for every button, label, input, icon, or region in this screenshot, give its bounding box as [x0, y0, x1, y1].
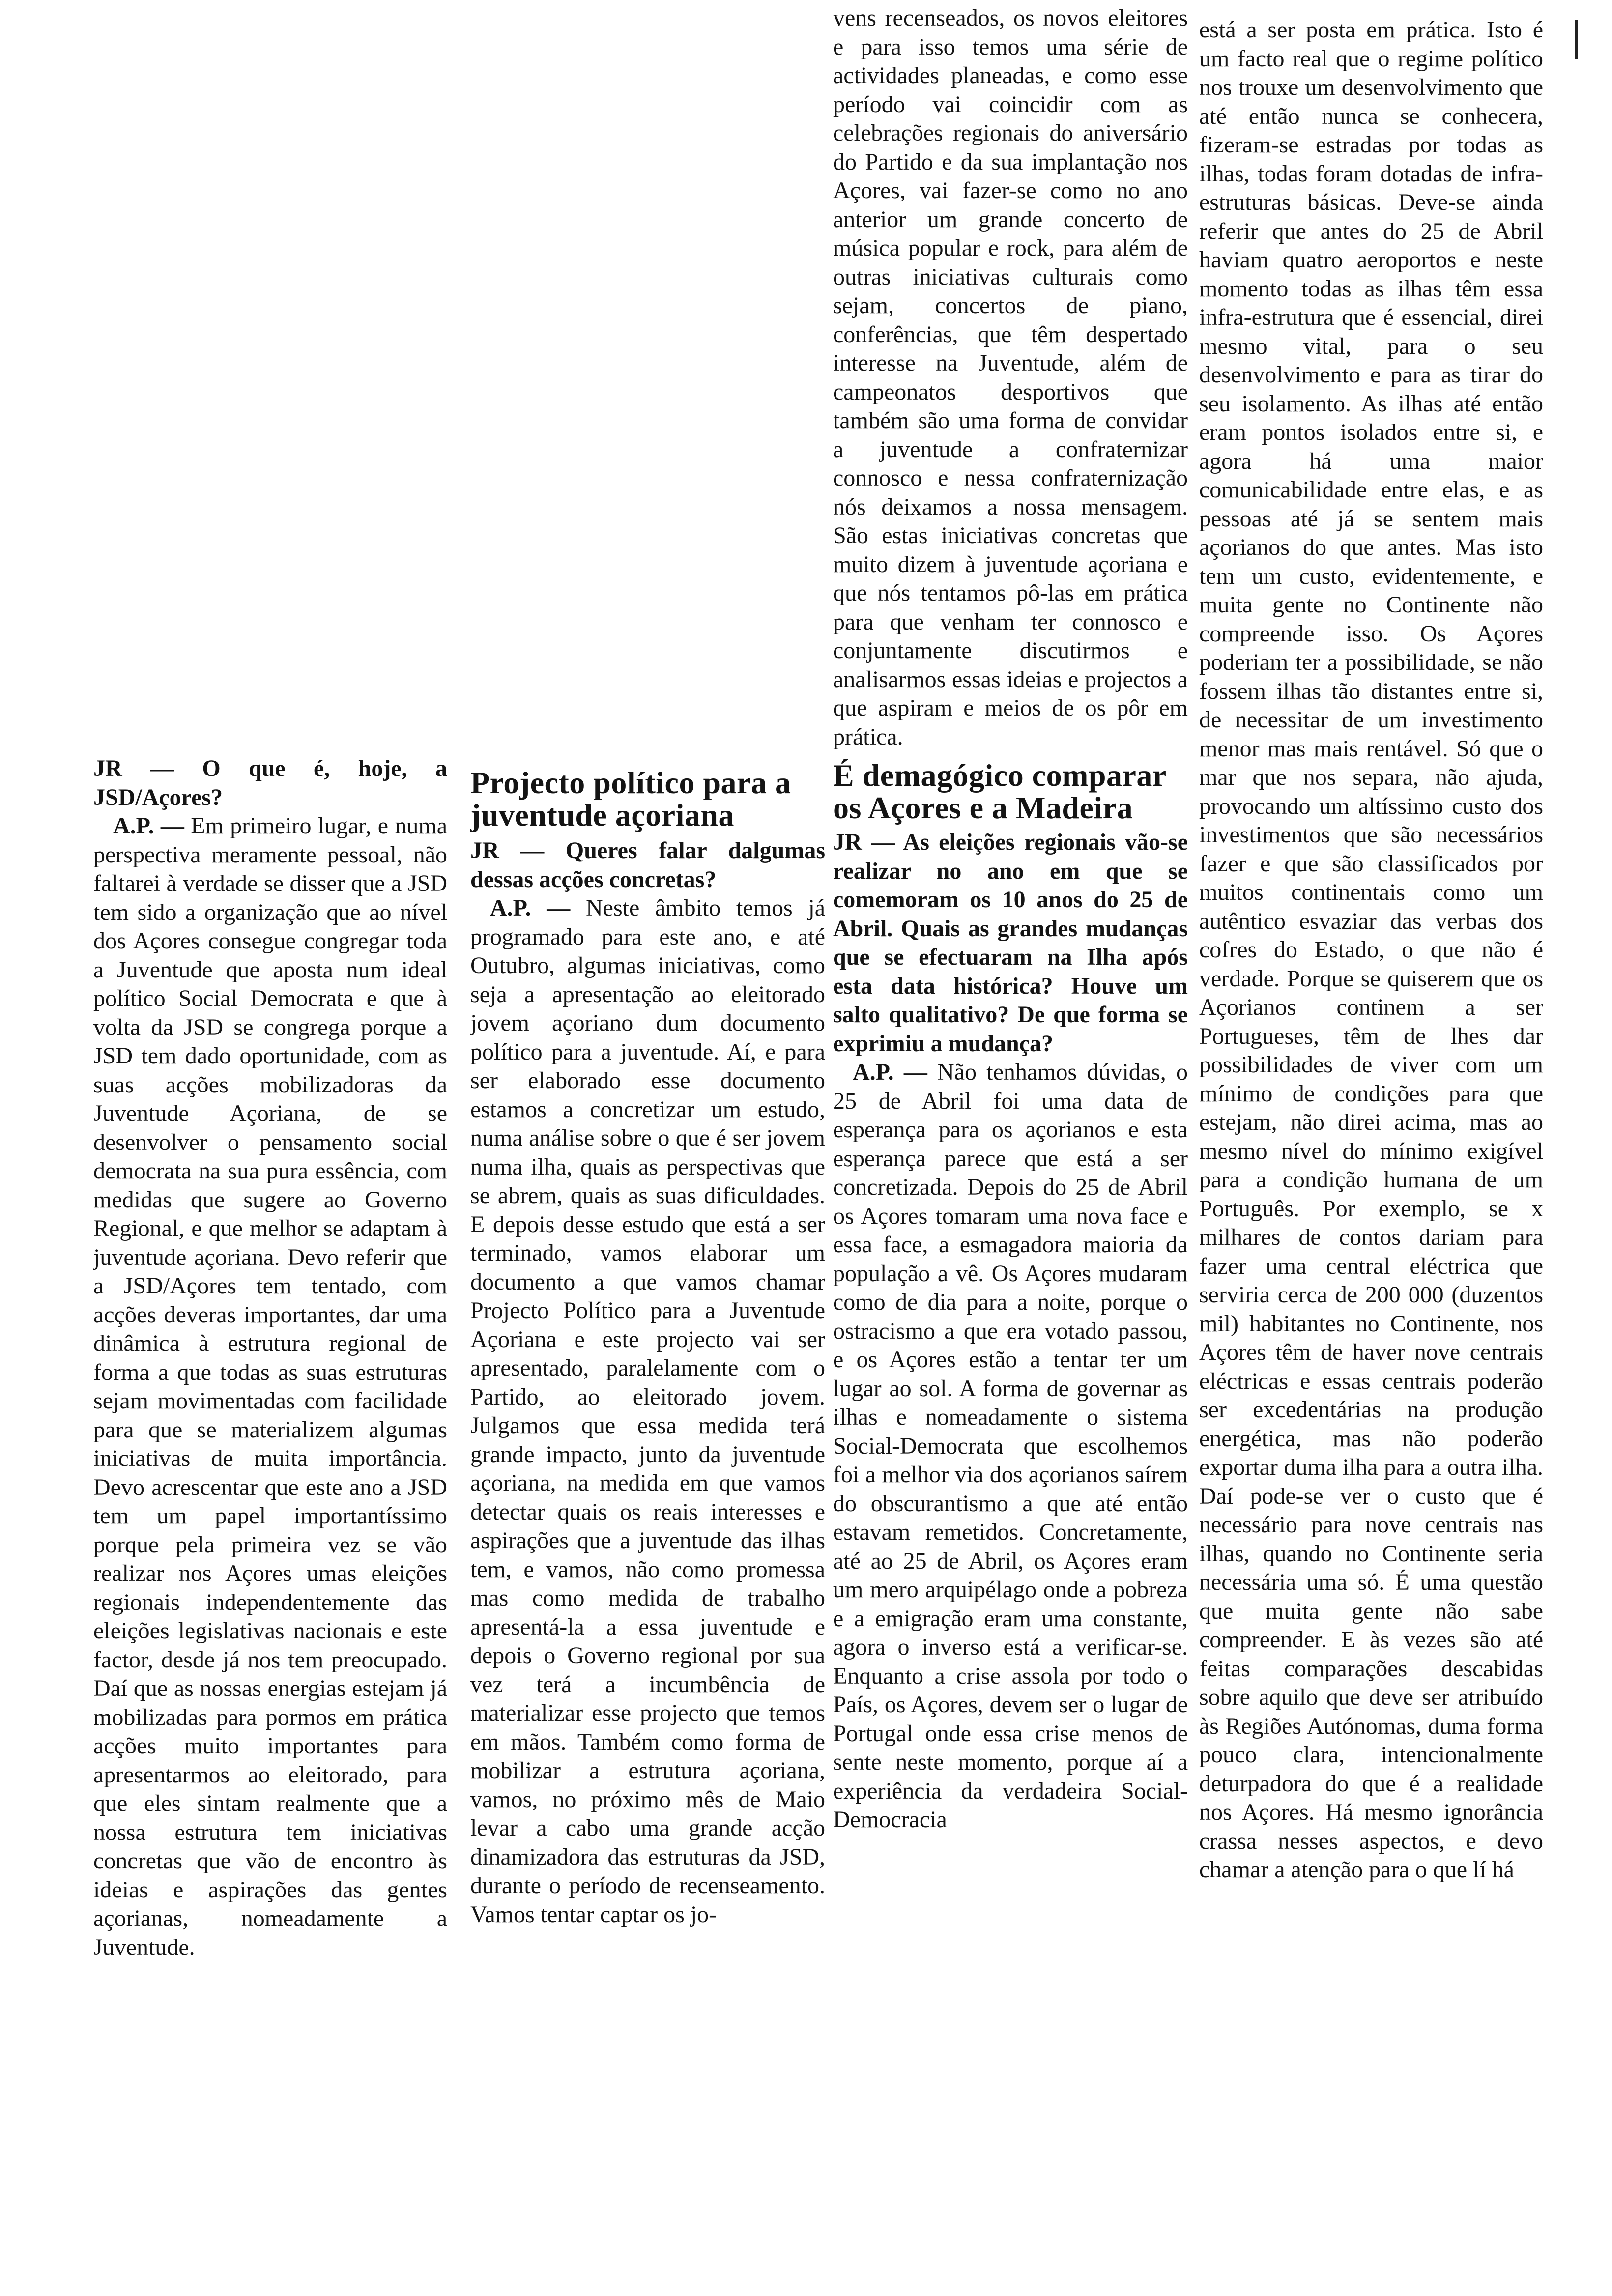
section-heading: Projecto político para a juventude açoriana: [470, 767, 791, 832]
answer-text: Neste âmbito temos já programado para este ano, e até Outubro, algumas iniciativas, como seja a apresentação ao eleitorado jovem açoriano dum documento político para a juventude. Aí, e para ser elaborado esse documento estamos a concretizar um estudo, numa análise sobre o que é ser jovem numa ilha, quais as perspectivas que se abrem, quais as suas dificuldades. E depois desse estudo que está a ser terminado, vamos elaborar um documento a que vamos chamar Projecto Político para a Juventude Açoriana e este projecto vai ser apresentado, paralelamente com o Partido, ao eleitorado jovem. Julgamos que essa medida terá grande impacto, junto da juventude açoriana, na medida em que vamos detectar quais os reais interesses e aspirações que a juventude das ilhas tem, e vamos, não como promessa mas como medida de trabalho apresentá-la a essa juventude e depois o Governo regional por sua vez terá a incumbência de materializar esse projecto que temos em mãos. Também como forma de mobilizar a estrutura açoriana, vamos, no próximo mês de Maio levar a cabo uma grande acção dinamizadora das estruturas da JSD, durante o período de recenseamento. Vamos tentar captar os jo-: [470, 895, 825, 1927]
speaker-label: A.P. —: [853, 1059, 927, 1085]
continued-paragraph: está a ser posta em prática. Isto é um facto real que o regime político nos trouxe um desenvolvimento que até então nunca se conhecera, fizeram-se estradas por todas as ilhas, todas foram dotadas de infra-estruturas básicas. Deve-se ainda referir que antes do 25 de Abril haviam quatro aeroportos e neste momento todas as ilhas têm essa infra-estrutura que é essencial, direi mesmo vital, para o seu desenvolvimento e para as tirar do seu isolamento. As ilhas até então eram pontos isolados entre si, e agora há uma maior comunicabilidade entre elas, e as pessoas até já se sentem mais açorianos do que antes. Mas isto tem um custo, evidentemente, e muita gente no Continente não compreende isso. Os Açores poderiam ter a possibilidade, se não fossem ilhas tão distantes entre si, de necessitar de um investimento menor mas mais rentável. Só que o mar que nos separa, não ajuda, provocando um altíssimo custo dos investimentos que são necessários fazer e que são classificados por muitos continentais como um autêntico esvaziar das verbas dos cofres do Estado, o que não é verdade. Porque se quiserem que os Açorianos continem a ser Portugueses, têm de lhes dar possibilidades de viver com um mínimo de condições para que estejam, não direi acima, mas ao mesmo nível do mínimo exigível para a condição humana de um Português. Por exemplo, se x milhares de contos dariam para fazer uma central eléctrica que serviria cerca de 200 000 (duzentos mil) habitantes no Continente, nos Açores têm de haver nove centrais eléctricas e essas centrais poderão ser excedentárias na produção energética, mas não poderão exportar duma ilha para a outra ilha. Daí pode-se ver o custo que é necessário para nove centrais nas ilhas, quando no Continente seria necessária uma só. É uma questão que muita gente não sabe compreender. E às vezes são até feitas comparações descabidas sobre aquilo que deve ser atribuído às Regiões Autónomas, duma forma pouco clara, intencionalmente deturpadora do que é a realidade nos Açores. Há mesmo ignorância crassa nesses aspectos, e devo chamar a atenção para o que lí há: [1199, 17, 1543, 1883]
answer-paragraph: [833, 1058, 1188, 1835]
answer-paragraph: [470, 894, 825, 1929]
column-3: [833, 4, 1188, 2292]
section-heading: É demagógico comparar os Açores e a Madeira: [833, 758, 1166, 825]
column-4: [1199, 16, 1543, 2294]
margin-mark: [1575, 20, 1578, 59]
answer-paragraph: [93, 812, 447, 1962]
question-paragraph: JR — Queres falar dalgumas dessas acções concretas?: [470, 837, 825, 892]
continued-paragraph: vens recenseados, os novos eleitores e para isso temos uma série de actividades planeadas, e como esse período vai coincidir com as celebrações regionais do aniversário do Partido e da sua implantação nos Açores, vai fazer-se como no ano anterior um grande concerto de música popular e rock, para além de outras iniciativas culturais como sejam, concertos de piano, conferências, que têm despertado interesse na Juventude, além de campeonatos desportivos que também são uma forma de convidar a juventude a confraternizar connosco e nessa confraternização nós deixamos a nossa mensagem. São estas iniciativas concretas que muito dizem à juventude açoriana e que nós tentamos pô-las em prática para que venham ter connosco e conjuntamente discutirmos e analisarmos essas ideias e projectos a que aspiram e meios de os pôr em prática.: [833, 5, 1188, 750]
speaker-label: A.P. —: [113, 813, 184, 839]
answer-text: Em primeiro lugar, e numa perspectiva meramente pessoal, não faltarei à verdade se disser que a JSD tem sido a organização que ao nível dos Açores consegue congregar toda a Juventude que aposta num ideal político Social Democrata e que à volta da JSD se congrega porque a JSD tem dado oportunidade, com as suas acções mobilizadoras da Juventude Açoriana, de se desenvolver o pensamento social democrata na sua pura essência, com medidas que sugere ao Governo Regional, e que melhor se adaptam à juventude açoriana. Devo referir que a JSD/Açores tem tentado, com acções deveras importantes, dar uma dinâmica à estrutura regional de forma a que todas as suas estruturas sejam movimentadas com facilidade para que se materializem algumas iniciativas de muita importância. Devo acrescentar que este ano a JSD tem um papel importantíssimo porque pela primeira vez se vão realizar nos Açores umas eleições regionais independentemente das eleições legislativas nacionais e este factor, desde já nos tem preocupado. Daí que as nossas energias estejam já mobilizadas para pormos em prática acções muito importantes para apresentarmos ao eleitorado, para que eles sintam realmente que a nossa estrutura tem iniciativas concretas que vão de encontro às ideias e aspirações das gentes açorianas, nomeadamente a Juventude.: [93, 813, 447, 1960]
column-2: [470, 767, 825, 2283]
question-paragraph: JR — As eleições regionais vão-se realizar no ano em que se comemoram os 10 anos do 25 de Abril. Quais as grandes mudanças que se efectuaram na Ilha após esta data histórica? Houve um salto qualitativo? De que forma se exprimiu a mudança?: [833, 829, 1188, 1057]
speaker-label: A.P. —: [490, 895, 571, 921]
answer-text: Não tenhamos dúvidas, o 25 de Abril foi uma data de esperança para os açorianos e esta esperança parece que está a ser concretizada. Depois do 25 de Abril os Açores tomaram uma nova face e essa face, a esmagadora maioria da população a vê. Os Açores mudaram como de dia para a noite, porque o ostracismo a que era votado passou, e os Açores estão a tentar ter um lugar ao sol. A forma de governar as ilhas e nomeadamente o sistema Social-Democrata que escolhemos foi a melhor via dos açorianos saírem do obscurantismo a que até então estavam remetidos. Concretamente, até ao 25 de Abril, os Açores eram um mero arquipélago onde a pobreza e a emigração eram uma constante, agora o inverso está a verificar-se. Enquanto a crise assola por todo o País, os Açores, devem ser o lugar de Portugal onde essa crise menos de sente neste momento, porque aí a experiência da verdadeira Social-Democracia: [833, 1059, 1188, 1833]
column-1: [93, 754, 447, 2283]
question-paragraph: JR — O que é, hoje, a JSD/Açores?: [93, 755, 447, 810]
